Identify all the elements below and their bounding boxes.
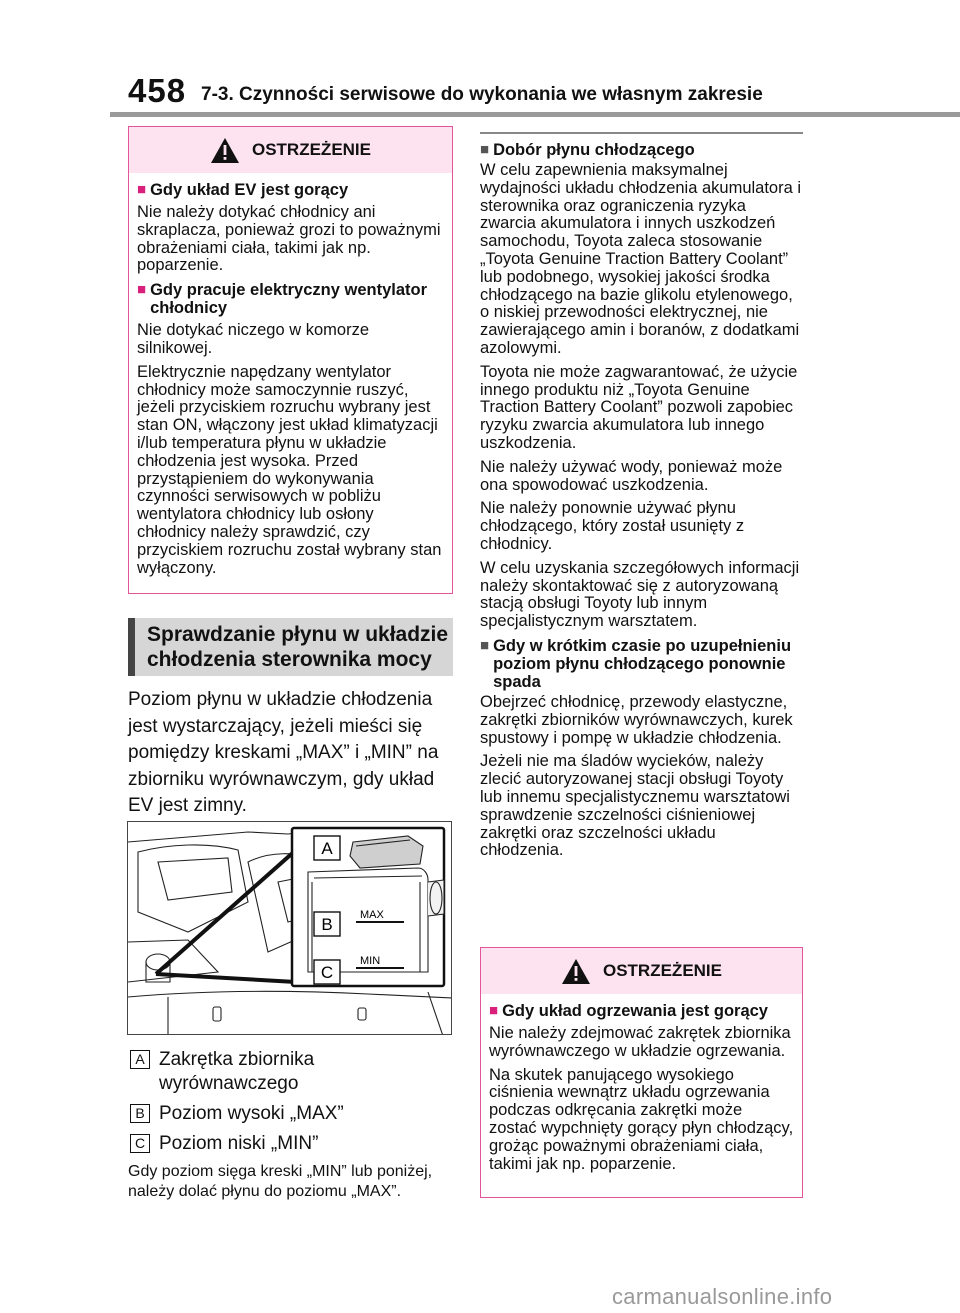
body-paragraph: Obejrzeć chłodnicę, przewody elastyczne, zakrętki zbiorników wyrównawczych, kurek spustowy i pompę w układzie chłodzenia. (480, 692, 793, 747)
section-heading: Sprawdzanie płynu w układzie chłodzenia sterownika mocy (128, 618, 453, 676)
reservoir-illustration (128, 822, 452, 1035)
right-column (480, 132, 803, 866)
callout-B (314, 912, 340, 936)
legend-text: Zakrętka zbiornika wyrównawczego (159, 1049, 315, 1094)
subsection-heading: ■ Dobór płynu chłodzącego (480, 141, 695, 159)
square-bullet-icon: ■ (137, 281, 147, 299)
callout-A (314, 836, 340, 860)
svg-text:A: A (321, 839, 333, 858)
min-level-label: MIN (360, 955, 381, 967)
chapter-title: 7-3. Czynności serwisowe do wykonania we własnym zakresie (201, 84, 763, 105)
square-bullet-icon: ■ (480, 636, 490, 654)
warning-paragraph: Na skutek panującego wysokiego ciśnienia wewnątrz układu ogrzewania podczas odkręcania zakrętki może zostać wypchnięty gorący płyn chłodzący, grożąc poważnymi obrażeniami ciała, takimi jak np. poparzenie. (489, 1065, 794, 1173)
engine-bay-figure (127, 821, 452, 1035)
watermark: carmanualsonline.info (612, 1284, 833, 1309)
legend-key: B (130, 1104, 150, 1123)
body-paragraph: Jeżeli nie ma śladów wycieków, należy zlecić autoryzowanej stacji obsługi Toyoty lub innemu specjalistycznemu warsztatowi sprawdzenie szczelności ciśnieniowej zakrętki oraz szczelności układu chłodzenia. (480, 752, 790, 860)
warning-paragraph: Nie należy dotykać chłodnicy ani skraplacza, ponieważ grozi to poważnymi obrażeniami ciała, takimi jak np. poparzenie. (137, 203, 441, 275)
warning-header (481, 948, 802, 994)
warning-triangle-icon (210, 137, 240, 164)
svg-text:C: C (320, 963, 334, 982)
legend-item (128, 1048, 458, 1096)
warning-item-heading: ■ Gdy układ EV jest gorący (137, 181, 349, 199)
warning-title: OSTRZEŻENIE (602, 961, 722, 980)
legend-item (128, 1132, 458, 1156)
warning-paragraph: Nie należy zdejmować zakrętek zbiornika wyrównawczego w układzie ogrzewania. (489, 1024, 791, 1060)
square-bullet-icon: ■ (489, 1002, 499, 1019)
right-column-rule (480, 132, 803, 134)
warning-box-2 (480, 947, 803, 1198)
max-level-label: MAX (360, 909, 384, 921)
body-paragraph: Nie należy używać wody, ponieważ może ona spowodować uszkodzenia. (480, 457, 783, 494)
left-column (128, 126, 453, 594)
warning-triangle-icon (561, 958, 591, 985)
warning-body (129, 173, 452, 593)
body-paragraph: W celu uzyskania szczegółowych informacji należy skontaktować się z autoryzowaną stacją obsługi Toyoty lub innym specjalistycznym warsztatem. (480, 558, 800, 631)
square-bullet-icon: ■ (137, 181, 147, 198)
legend-key: A (130, 1050, 150, 1069)
warning-body (481, 994, 802, 1197)
legend-item (128, 1102, 458, 1126)
warning-header (129, 127, 452, 173)
legend-text: Poziom wysoki „MAX” (159, 1103, 344, 1124)
warning-item-heading: ■ Gdy pracuje elektryczny wentylator chłodnicy (137, 281, 428, 318)
subsection-heading: ■ Gdy w krótkim czasie po uzupełnieniu poziom płynu chłodzącego ponownie spada (480, 636, 792, 691)
warning-title: OSTRZEŻENIE (251, 140, 371, 159)
page-header (0, 0, 960, 117)
body-paragraph: Nie należy ponownie używać płynu chłodzącego, który został usunięty z chłodnicy. (480, 499, 745, 553)
svg-text:B: B (321, 915, 333, 934)
square-bullet-icon: ■ (480, 141, 490, 158)
warning-paragraph: Nie dotykać niczego w komorze silnikowej. (137, 321, 370, 357)
warning-box-1 (128, 126, 453, 594)
body-paragraph: W celu zapewnienia maksymalnej wydajności układu chłodzenia akumulatora i sterownika oraz ograniczenia ryzyka zwarcia akumulatora i innych uszkodzeń samochodu, Toyota zaleca stosowanie „Toyota Genuine Traction Battery Coolant” lub podobnego, wysokiej jakości środka chłodzącego na bazie glikolu etylenowego, o niskiej przewodności elektrycznej, nie zawierającego amin i boranów, z dodatkami azolowymi. (480, 161, 802, 357)
legend-key: C (130, 1134, 150, 1153)
page-number: 458 (128, 72, 187, 109)
legend-text: Poziom niski „MIN” (159, 1133, 319, 1154)
callout-C (314, 960, 340, 984)
warning-box-2-wrapper (480, 947, 803, 1198)
section-intro: Poziom płynu w układzie chłodzenia jest wystarczający, jeżeli mieści się pomiędzy kreskami „MAX” i „MIN” na zbiorniku wyrównawczym, gdy układ EV jest zimny. (128, 689, 439, 816)
warning-item-heading: ■ Gdy układ ogrzewania jest gorący (489, 1002, 768, 1020)
figure-legend (128, 1048, 458, 1202)
body-paragraph: Toyota nie może zagwarantować, że użycie innego produktu niż „Toyota Genuine Traction Battery Coolant” pozwoli zapobiec ryzyku zwarcia akumulatora lub innego uszkodzenia. (480, 362, 798, 452)
header-rule (110, 112, 960, 117)
legend-note: Gdy poziom sięga kreski „MIN” lub poniżej, należy dolać płynu do poziomu „MAX”. (128, 1163, 433, 1200)
warning-paragraph: Elektrycznie napędzany wentylator chłodnicy może samoczynnie ruszyć, jeżeli przyciskiem rozruchu wybrany jest stan ON, włączony jest układ klimatyzacji i/lub temperatura płynu w układzie chłodzenia jest wysoka. Przed przystąpieniem do wykonywania czynności serwisowych w pobliżu wentylatora chłodnicy lub osłony chłodnicy należy sprawdzić, czy przyciskiem rozruchu został wybrany stan wyłączony. (137, 362, 442, 577)
